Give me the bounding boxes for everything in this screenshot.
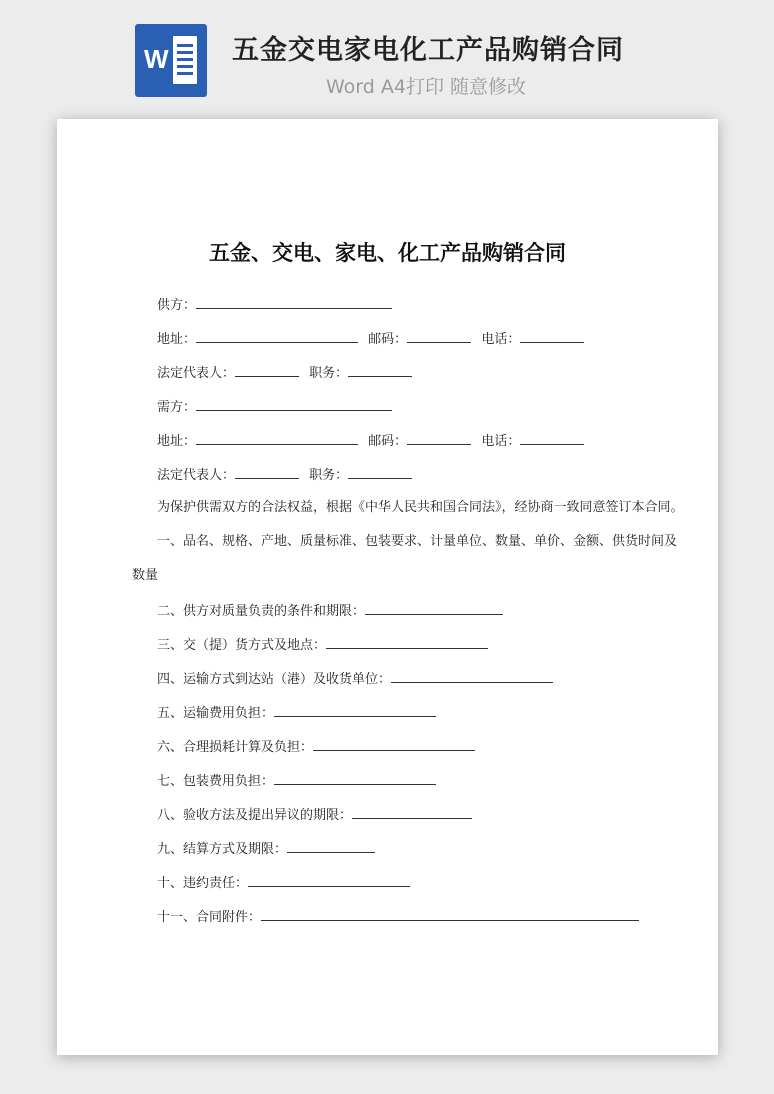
buyer-address-blank[interactable] (196, 431, 358, 445)
clause-5-label: 五、运输费用负担： (157, 706, 275, 721)
buyer-postcode-blank[interactable] (407, 431, 471, 445)
supplier-phone-blank[interactable] (520, 329, 584, 343)
clause-2-blank[interactable] (365, 601, 503, 615)
clause-11-blank[interactable] (261, 907, 639, 921)
buyer-label: 需方： (157, 400, 197, 415)
supplier-label: 供方： (157, 298, 197, 313)
document-lines-icon (173, 36, 197, 84)
position-label: 职务： (309, 366, 349, 381)
buyer-line (157, 397, 392, 417)
clause-3-label: 三、交（提）货方式及地点： (157, 638, 327, 653)
clause-5-line (157, 703, 436, 723)
banner-subtitle: Word A4打印 随意修改 (326, 76, 527, 98)
clause-3-blank[interactable] (326, 635, 488, 649)
clause-6-blank[interactable] (313, 737, 475, 751)
postcode-label: 邮码： (368, 434, 408, 449)
clause-9-line (157, 839, 375, 859)
clause-4-blank[interactable] (391, 669, 553, 683)
clause-1: 一、品名、规格、产地、质量标准、包装要求、计量单位、数量、单价、金额、供货时间及 (157, 534, 678, 549)
clause-10-label: 十、违约责任： (157, 876, 249, 891)
buyer-address-line (157, 431, 584, 451)
clause-7-label: 七、包装费用负担： (157, 774, 275, 789)
word-icon-letter: W (144, 44, 169, 74)
buyer-rep-line (157, 465, 412, 485)
clause-6-label: 六、合理损耗计算及负担： (157, 740, 314, 755)
phone-label: 电话： (481, 332, 521, 347)
address-label: 地址： (157, 332, 197, 347)
word-icon (135, 24, 207, 97)
intro-paragraph: 为保护供需双方的合法权益，根据《中华人民共和国合同法》，经协商一致同意签订本合同。 (157, 500, 684, 515)
banner-title: 五金交电家电化工产品购销合同 (232, 35, 624, 66)
supplier-rep-line (157, 363, 412, 383)
clause-5-blank[interactable] (274, 703, 436, 717)
clause-8-line (157, 805, 472, 825)
clause-7-line (157, 771, 436, 791)
legal-rep-label: 法定代表人： (157, 366, 236, 381)
buyer-blank[interactable] (196, 397, 392, 411)
supplier-address-blank[interactable] (196, 329, 358, 343)
clause-10-line (157, 873, 410, 893)
clause-2-label: 二、供方对质量负责的条件和期限： (157, 604, 366, 619)
clause-1-continued: 数量 (132, 568, 159, 583)
clause-9-blank[interactable] (287, 839, 375, 853)
supplier-address-line (157, 329, 584, 349)
phone-label: 电话： (481, 434, 521, 449)
clause-8-label: 八、验收方法及提出异议的期限： (157, 808, 353, 823)
postcode-label: 邮码： (368, 332, 408, 347)
position-label: 职务： (309, 468, 349, 483)
address-label: 地址： (157, 434, 197, 449)
clause-11-label: 十一、合同附件： (157, 910, 262, 925)
buyer-phone-blank[interactable] (520, 431, 584, 445)
clause-11-line (157, 907, 639, 927)
clause-4-line (157, 669, 553, 689)
clause-4-label: 四、运输方式到达站（港）及收货单位： (157, 672, 392, 687)
clause-7-blank[interactable] (274, 771, 436, 785)
clause-9-label: 九、结算方式及期限： (157, 842, 288, 857)
supplier-postcode-blank[interactable] (407, 329, 471, 343)
supplier-position-blank[interactable] (348, 363, 412, 377)
legal-rep-label: 法定代表人： (157, 468, 236, 483)
header-banner (0, 0, 774, 115)
supplier-line (157, 295, 392, 315)
supplier-blank[interactable] (196, 295, 392, 309)
clause-6-line (157, 737, 475, 757)
clause-8-blank[interactable] (352, 805, 472, 819)
buyer-rep-blank[interactable] (235, 465, 299, 479)
document-title: 五金、交电、家电、化工产品购销合同 (209, 241, 566, 265)
clause-2-line (157, 601, 503, 621)
clause-3-line (157, 635, 488, 655)
supplier-rep-blank[interactable] (235, 363, 299, 377)
buyer-position-blank[interactable] (348, 465, 412, 479)
document-page (57, 119, 718, 1055)
clause-10-blank[interactable] (248, 873, 410, 887)
